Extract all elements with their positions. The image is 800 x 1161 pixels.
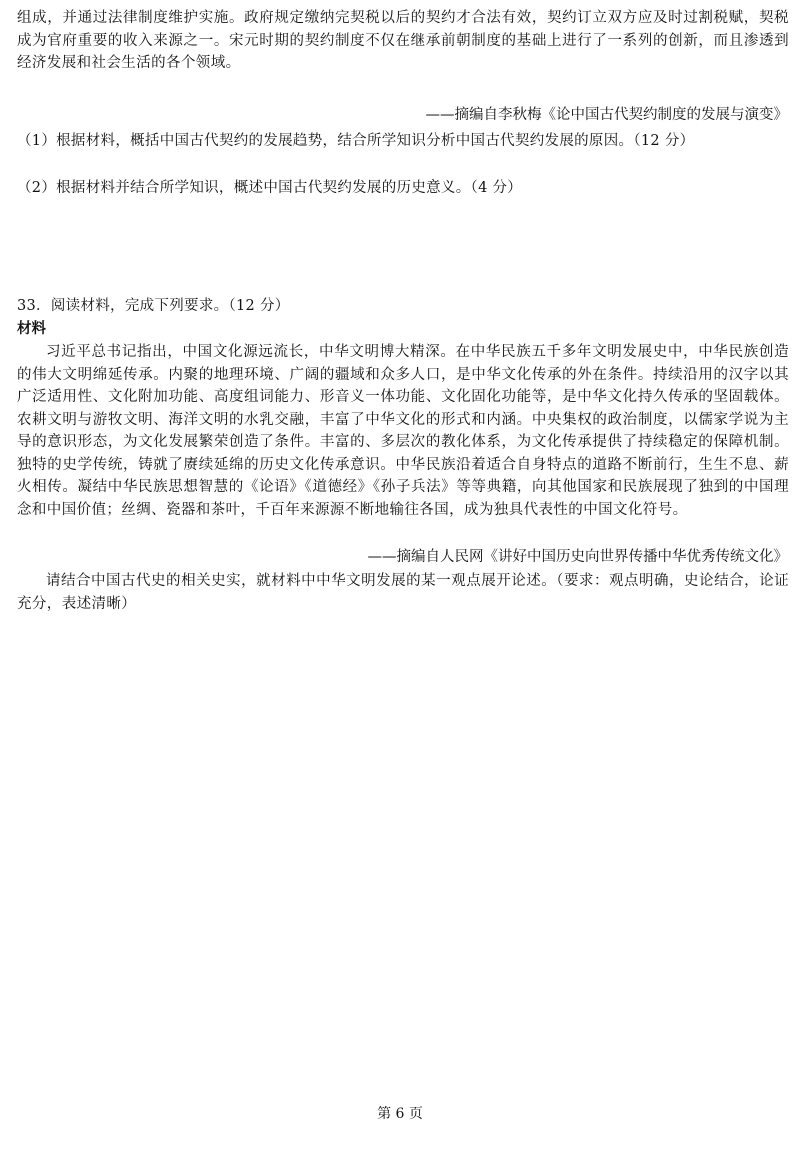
question-33-task: 请结合中国古代史的相关史实，就材料中中华文明发展的某一观点展开论述。（要求：观点明确，史论结合，论证充分，表述清晰） [17, 573, 789, 612]
question-32-part-2: （2）根据材料并结合所学知识，概述中国古代契约发展的历史意义。（4 分） [17, 180, 523, 196]
question-33-heading: 33．阅读材料，完成下列要求。（12 分） [17, 298, 290, 314]
question-32-part-1: （1）根据材料，概括中国古代契约的发展趋势，结合所学知识分析中国古代契约发展的原因。（12 分） [17, 133, 695, 149]
top-passage: 组成，并通过法律制度维护实施。政府规定缴纳完契税以后的契约才合法有效，契约订立双方应及时过割税赋，契税成为官府重要的收入来源之一。宋元时期的契约制度不仅在继承前朝制度的基础上进行了一系列的创新，而且渗透到经济发展和社会生活的各个领域。 [17, 10, 789, 71]
question-33-material-source: ——摘编自人民网《讲好中国历史向世界传播中华优秀传统文化》 [367, 549, 788, 565]
top-passage-source: ——摘编自李秋梅《论中国古代契约制度的发展与演变》 [425, 107, 788, 123]
question-33-material: 习近平总书记指出，中国文化源远流长，中华文明博大精深。在中华民族五千多年文明发展史中，中华民族创造的伟大文明绵延传承。内聚的地理环境、广阔的疆域和众多人口，是中华文化传承的外在条件。持续沿用的汉字以其广泛适用性、文化附加功能、高度组词能力、形音义一体功能、文化固化功能等，是中华文化持久传承的坚固载体。农耕文明与游牧文明、海洋文明的水乳交融，丰富了中华文化的形式和内涵。中央集权的政治制度，以儒家学说为主导的意识形态，为文化发展繁荣创造了条件。丰富的、多层次的教化体系，为文化传承提供了持续稳定的保障机制。独特的史学传统，铸就了赓续延绵的历史文化传承意识。中华民族沿着适合自身特点的道路不断前行，生生不息、薪火相传。凝结中华民族思想智慧的《论语》《道德经》《孙子兵法》等等典籍，向其他国家和民族展现了独到的中国理念和中国价值；丝绸、瓷器和茶叶，千百年来源源不断地输往各国，成为独具代表性的中国文化符号。 [17, 344, 789, 518]
page-number: 第 6 页 [377, 1106, 423, 1122]
material-label: 材料 [17, 320, 46, 337]
